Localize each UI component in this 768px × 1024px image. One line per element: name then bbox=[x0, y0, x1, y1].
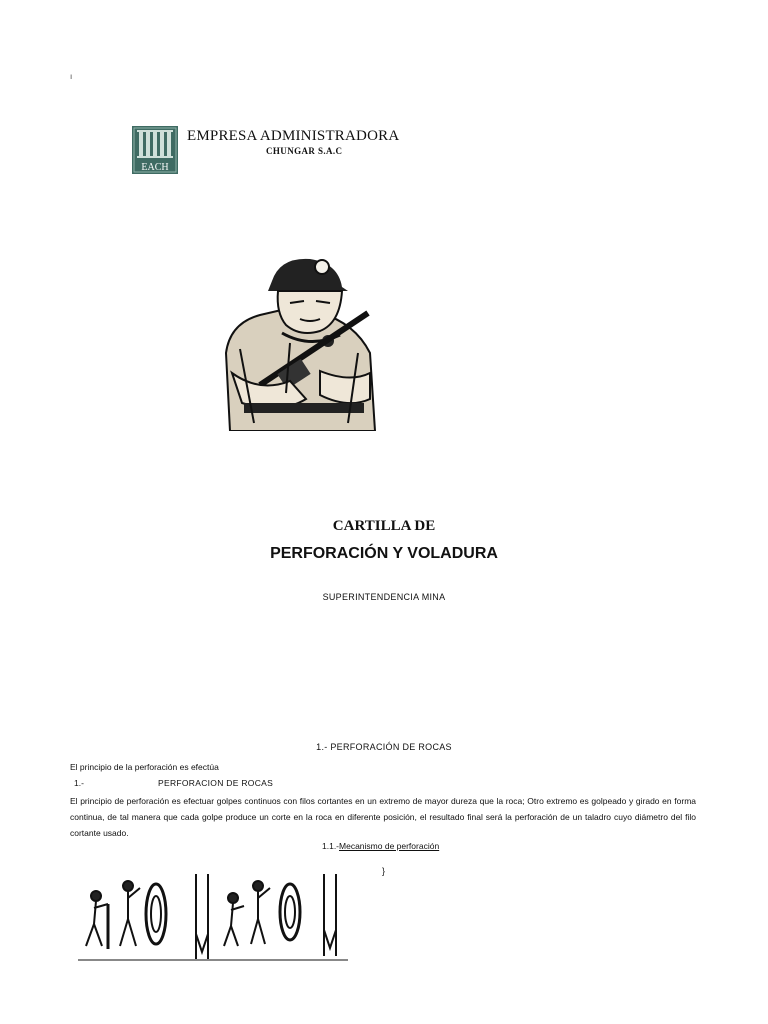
company-name: EMPRESA ADMINISTRADORA bbox=[187, 128, 400, 144]
logo-text: EACH bbox=[141, 162, 169, 173]
body-paragraph: El principio de perforación es efectuar golpes continuos con filos cortantes en un extremo de mayor dureza que la roca; Otro extremo es golpeado y girado en forma continua, de tal manera que cada golpe produce un corte en la roca en diferente posición, el resultado final será la perforación de un taladro cuyo diámetro del filo cortante usado. bbox=[70, 796, 696, 838]
cover-subtitle: SUPERINTENDENCIA MINA bbox=[322, 592, 446, 602]
cover-title-line2: PERFORACIÓN Y VOLADURA bbox=[270, 545, 498, 562]
company-logo bbox=[132, 126, 178, 174]
stray-mark: ı bbox=[70, 72, 73, 81]
subsection-number: 1.1.- bbox=[322, 841, 340, 851]
item-label: PERFORACION DE ROCAS bbox=[158, 778, 274, 788]
drilling-mechanism-illustration bbox=[78, 864, 348, 974]
cover-title-line1: CARTILLA DE bbox=[332, 518, 436, 534]
subsection-heading bbox=[322, 841, 439, 851]
company-subtitle: CHUNGAR S.A.C bbox=[266, 146, 343, 156]
intro-text: El principio de la perforación es efectúa bbox=[70, 762, 219, 772]
stray-brace: } bbox=[382, 866, 386, 876]
section-heading: 1.- PERFORACIÓN DE ROCAS bbox=[316, 742, 452, 752]
miner-illustration bbox=[220, 253, 378, 431]
subsection-title: Mecanismo de perforación bbox=[339, 841, 440, 851]
item-number: 1.- bbox=[74, 778, 84, 788]
